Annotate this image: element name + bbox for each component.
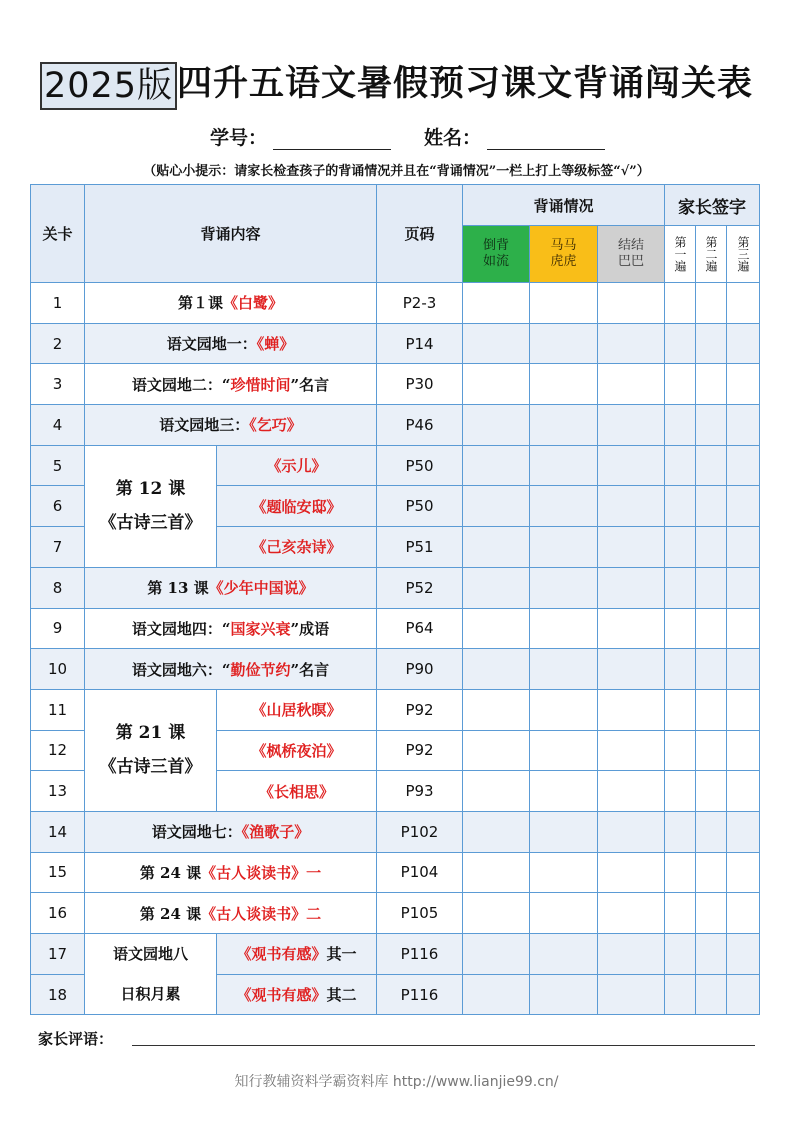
check-excellent-cell[interactable] <box>463 486 530 527</box>
recitation-content <box>85 608 377 649</box>
sign-2-cell[interactable] <box>696 974 727 1015</box>
table-row <box>31 567 760 608</box>
sign-time-2: 第二遍 <box>696 226 727 283</box>
check-fair-cell[interactable] <box>530 649 598 690</box>
sign-2-cell[interactable] <box>696 730 727 771</box>
check-excellent-cell[interactable] <box>463 811 530 852</box>
row-number: 13 <box>31 771 85 812</box>
row-number: 11 <box>31 689 85 730</box>
content-title: 《长相思》 <box>259 782 335 801</box>
student-id-field <box>210 123 391 150</box>
table-row <box>31 811 760 852</box>
check-fair-cell[interactable] <box>530 527 598 568</box>
sign-1-cell[interactable] <box>665 811 696 852</box>
sign-1-cell[interactable] <box>665 486 696 527</box>
header-signature: 家长签字 <box>665 185 760 226</box>
sign-3-cell[interactable] <box>727 771 760 812</box>
check-poor-cell[interactable] <box>598 934 665 975</box>
check-fair-cell[interactable] <box>530 934 598 975</box>
sign-1-cell[interactable] <box>665 730 696 771</box>
recitation-content <box>85 283 377 324</box>
sign-1-cell[interactable] <box>665 283 696 324</box>
table-row <box>31 608 760 649</box>
lesson-group-line2: 日积月累 <box>120 985 181 1004</box>
check-fair-cell[interactable] <box>530 974 598 1015</box>
page-number: P104 <box>377 852 463 893</box>
sign-3-cell[interactable] <box>727 811 760 852</box>
content-prefix: 语文园地六：“ <box>131 660 231 679</box>
content-title: 《古人谈读书》二 <box>201 904 322 923</box>
lesson-group-line1: 语文园地八 <box>112 945 188 964</box>
sign-1-cell[interactable] <box>665 893 696 934</box>
lesson-group <box>85 689 217 811</box>
sign-1-cell[interactable] <box>665 364 696 405</box>
row-number: 14 <box>31 811 85 852</box>
name-field <box>424 123 605 150</box>
row-number: 17 <box>31 934 85 975</box>
check-poor-cell[interactable] <box>598 283 665 324</box>
content-title: 《己亥杂诗》 <box>251 538 342 557</box>
row-number: 10 <box>31 649 85 690</box>
check-fair-cell[interactable] <box>530 689 598 730</box>
page-number: P116 <box>377 974 463 1015</box>
content-title: 《蝉》 <box>256 335 295 354</box>
recitation-content <box>85 323 377 364</box>
content-title: 《示儿》 <box>266 457 327 476</box>
sign-1-cell[interactable] <box>665 852 696 893</box>
content-prefix: 语文园地一： <box>166 335 257 354</box>
row-number: 1 <box>31 283 85 324</box>
sign-3-cell[interactable] <box>727 730 760 771</box>
table-row <box>31 934 760 975</box>
content-title: 勤俭节约 <box>230 660 291 679</box>
content-suffix: ”成语 <box>290 619 330 638</box>
content-suffix: ”名言 <box>290 660 330 679</box>
status-level-excellent: 倒背 如流 <box>463 226 530 283</box>
table-row <box>31 445 760 486</box>
recitation-content <box>217 527 377 568</box>
recitation-content <box>85 405 377 446</box>
sign-1-cell[interactable] <box>665 323 696 364</box>
row-number: 15 <box>31 852 85 893</box>
page-number: P30 <box>377 364 463 405</box>
content-title: 《渔歌子》 <box>241 823 310 842</box>
recitation-content <box>217 771 377 812</box>
check-excellent-cell[interactable] <box>463 689 530 730</box>
content-title: 《观书有感》 <box>236 986 327 1005</box>
lesson-group-line2: 《古诗三首》 <box>99 513 202 534</box>
recitation-content <box>217 730 377 771</box>
check-fair-cell[interactable] <box>530 567 598 608</box>
header-status: 背诵情况 <box>463 185 665 226</box>
sign-1-cell[interactable] <box>665 771 696 812</box>
sign-time-3: 第三遍 <box>727 226 760 283</box>
recitation-content <box>85 364 377 405</box>
page-number: P46 <box>377 405 463 446</box>
check-fair-cell[interactable] <box>530 323 598 364</box>
content-prefix: 语文园地二：“ <box>131 375 231 394</box>
content-prefix: 第 13 课 <box>147 579 209 598</box>
sign-1-cell[interactable] <box>665 974 696 1015</box>
check-excellent-cell[interactable] <box>463 323 530 364</box>
check-poor-cell[interactable] <box>598 405 665 446</box>
check-excellent-cell[interactable] <box>463 405 530 446</box>
lesson-group <box>85 445 217 567</box>
sign-3-cell[interactable] <box>727 934 760 975</box>
sign-1-cell[interactable] <box>665 608 696 649</box>
parent-comment-line[interactable] <box>132 1045 755 1046</box>
check-poor-cell[interactable] <box>598 486 665 527</box>
check-fair-cell[interactable] <box>530 771 598 812</box>
check-excellent-cell[interactable] <box>463 527 530 568</box>
check-excellent-cell[interactable] <box>463 771 530 812</box>
recitation-content <box>85 811 377 852</box>
content-title: 《少年中国说》 <box>208 579 314 598</box>
check-poor-cell[interactable] <box>598 974 665 1015</box>
check-poor-cell[interactable] <box>598 567 665 608</box>
recitation-table <box>30 184 760 1015</box>
table-row <box>31 649 760 690</box>
sign-2-cell[interactable] <box>696 445 727 486</box>
name-label: 姓名： <box>424 127 482 149</box>
title-main: 四升五语文暑假预习课文背诵闯关表 <box>177 63 754 104</box>
sign-3-cell[interactable] <box>727 445 760 486</box>
content-title: 《白鹭》 <box>223 294 284 313</box>
check-poor-cell[interactable] <box>598 689 665 730</box>
recitation-content <box>217 974 377 1015</box>
sign-2-cell[interactable] <box>696 608 727 649</box>
content-title: 《古人谈读书》一 <box>201 863 322 882</box>
row-number: 18 <box>31 974 85 1015</box>
content-suffix: ”名言 <box>290 375 330 394</box>
sign-2-cell[interactable] <box>696 934 727 975</box>
check-excellent-cell[interactable] <box>463 364 530 405</box>
row-number: 9 <box>31 608 85 649</box>
check-excellent-cell[interactable] <box>463 608 530 649</box>
content-suffix: 其二 <box>326 986 357 1005</box>
lesson-group <box>85 934 217 1015</box>
table-row <box>31 405 760 446</box>
header-content: 背诵内容 <box>85 185 377 283</box>
check-excellent-cell[interactable] <box>463 649 530 690</box>
content-suffix: 其一 <box>326 945 357 964</box>
check-poor-cell[interactable] <box>598 364 665 405</box>
sign-1-cell[interactable] <box>665 405 696 446</box>
sign-3-cell[interactable] <box>727 689 760 730</box>
content-prefix: 语文园地四：“ <box>131 619 231 638</box>
page-number: P93 <box>377 771 463 812</box>
check-poor-cell[interactable] <box>598 649 665 690</box>
check-fair-cell[interactable] <box>530 283 598 324</box>
sign-1-cell[interactable] <box>665 567 696 608</box>
check-poor-cell[interactable] <box>598 811 665 852</box>
check-fair-cell[interactable] <box>530 486 598 527</box>
recitation-content <box>217 934 377 975</box>
status-level-poor: 结结 巴巴 <box>598 226 665 283</box>
page-number: P102 <box>377 811 463 852</box>
sign-2-cell[interactable] <box>696 649 727 690</box>
page-number: P51 <box>377 527 463 568</box>
table-row <box>31 323 760 364</box>
sign-2-cell[interactable] <box>696 567 727 608</box>
page-number: P50 <box>377 445 463 486</box>
check-fair-cell[interactable] <box>530 445 598 486</box>
page-number: P64 <box>377 608 463 649</box>
parent-comment-label: 家长评语： <box>38 1030 114 1048</box>
check-excellent-cell[interactable] <box>463 934 530 975</box>
check-poor-cell[interactable] <box>598 445 665 486</box>
page-title <box>0 62 793 110</box>
table-row <box>31 893 760 934</box>
row-number: 8 <box>31 567 85 608</box>
lesson-group-line2: 《古诗三首》 <box>99 757 202 778</box>
check-poor-cell[interactable] <box>598 893 665 934</box>
tip-text: （贴心小提示：请家长检查孩子的背诵情况并且在“背诵情况”一栏上打上等级标签“√”） <box>143 164 650 179</box>
check-fair-cell[interactable] <box>530 852 598 893</box>
header-page: 页码 <box>377 185 463 283</box>
row-number: 7 <box>31 527 85 568</box>
content-title: 珍惜时间 <box>230 375 291 394</box>
sign-2-cell[interactable] <box>696 364 727 405</box>
table-row <box>31 364 760 405</box>
sign-2-cell[interactable] <box>696 893 727 934</box>
sign-2-cell[interactable] <box>696 771 727 812</box>
student-id-label: 学号： <box>210 127 268 149</box>
row-number: 16 <box>31 893 85 934</box>
check-excellent-cell[interactable] <box>463 974 530 1015</box>
check-excellent-cell[interactable] <box>463 730 530 771</box>
content-prefix: 语文园地七： <box>151 823 242 842</box>
recitation-content <box>85 893 377 934</box>
check-poor-cell[interactable] <box>598 730 665 771</box>
sign-1-cell[interactable] <box>665 649 696 690</box>
sign-1-cell[interactable] <box>665 934 696 975</box>
check-fair-cell[interactable] <box>530 893 598 934</box>
check-fair-cell[interactable] <box>530 730 598 771</box>
page-number: P92 <box>377 730 463 771</box>
content-title: 《题临安邸》 <box>251 497 342 516</box>
page-number: P2-3 <box>377 283 463 324</box>
content-prefix: 语文园地三： <box>159 416 250 435</box>
check-poor-cell[interactable] <box>598 323 665 364</box>
check-poor-cell[interactable] <box>598 527 665 568</box>
footer: 知行教辅资料学霸资料库 http://www.lianjie99.cn/ <box>234 1074 559 1090</box>
recitation-content <box>217 689 377 730</box>
page-number: P52 <box>377 567 463 608</box>
check-poor-cell[interactable] <box>598 852 665 893</box>
sign-3-cell[interactable] <box>727 364 760 405</box>
content-prefix: 第１课 <box>177 294 223 313</box>
sign-3-cell[interactable] <box>727 405 760 446</box>
content-title: 《乞巧》 <box>249 416 302 435</box>
table-row <box>31 689 760 730</box>
sign-2-cell[interactable] <box>696 689 727 730</box>
recitation-content <box>85 649 377 690</box>
sign-2-cell[interactable] <box>696 486 727 527</box>
student-id-blank[interactable] <box>273 129 391 150</box>
check-poor-cell[interactable] <box>598 771 665 812</box>
sign-3-cell[interactable] <box>727 567 760 608</box>
page-number: P90 <box>377 649 463 690</box>
content-title: 《观书有感》 <box>236 945 327 964</box>
page-number: P116 <box>377 934 463 975</box>
check-excellent-cell[interactable] <box>463 567 530 608</box>
check-fair-cell[interactable] <box>530 405 598 446</box>
page-number: P50 <box>377 486 463 527</box>
recitation-content <box>85 852 377 893</box>
sign-2-cell[interactable] <box>696 323 727 364</box>
lesson-group-line1: 第 21 课 <box>115 723 186 744</box>
sign-3-cell[interactable] <box>727 649 760 690</box>
sign-time-1: 第一遍 <box>665 226 696 283</box>
row-number: 12 <box>31 730 85 771</box>
sign-1-cell[interactable] <box>665 445 696 486</box>
page-number: P105 <box>377 893 463 934</box>
sign-2-cell[interactable] <box>696 852 727 893</box>
sign-1-cell[interactable] <box>665 689 696 730</box>
check-excellent-cell[interactable] <box>463 283 530 324</box>
sign-3-cell[interactable] <box>727 893 760 934</box>
sign-3-cell[interactable] <box>727 608 760 649</box>
check-excellent-cell[interactable] <box>463 445 530 486</box>
content-prefix: 第 24 课 <box>139 904 202 923</box>
check-fair-cell[interactable] <box>530 608 598 649</box>
status-level-fair: 马马 虎虎 <box>530 226 598 283</box>
title-year: 2025版 <box>40 62 177 110</box>
check-poor-cell[interactable] <box>598 608 665 649</box>
table-row <box>31 852 760 893</box>
header-level: 关卡 <box>31 185 85 283</box>
lesson-group-line1: 第 12 课 <box>115 479 186 500</box>
recitation-content <box>85 567 377 608</box>
recitation-content <box>217 486 377 527</box>
check-excellent-cell[interactable] <box>463 852 530 893</box>
content-title: 《枫桥夜泊》 <box>251 741 342 760</box>
content-title: 国家兴衰 <box>230 619 291 638</box>
recitation-content <box>217 445 377 486</box>
check-fair-cell[interactable] <box>530 364 598 405</box>
page-number: P14 <box>377 323 463 364</box>
name-blank[interactable] <box>487 129 605 150</box>
sign-3-cell[interactable] <box>727 974 760 1015</box>
row-number: 4 <box>31 405 85 446</box>
sign-1-cell[interactable] <box>665 527 696 568</box>
row-number: 2 <box>31 323 85 364</box>
table-row <box>31 283 760 324</box>
page-number: P92 <box>377 689 463 730</box>
sign-2-cell[interactable] <box>696 811 727 852</box>
sign-3-cell[interactable] <box>727 486 760 527</box>
check-fair-cell[interactable] <box>530 811 598 852</box>
sign-2-cell[interactable] <box>696 405 727 446</box>
row-number: 6 <box>31 486 85 527</box>
check-excellent-cell[interactable] <box>463 893 530 934</box>
sign-3-cell[interactable] <box>727 527 760 568</box>
sign-2-cell[interactable] <box>696 283 727 324</box>
content-prefix: 第 24 课 <box>139 863 202 882</box>
sign-3-cell[interactable] <box>727 323 760 364</box>
sign-3-cell[interactable] <box>727 283 760 324</box>
content-title: 《山居秋暝》 <box>251 701 342 720</box>
row-number: 3 <box>31 364 85 405</box>
sign-3-cell[interactable] <box>727 852 760 893</box>
sign-2-cell[interactable] <box>696 527 727 568</box>
row-number: 5 <box>31 445 85 486</box>
